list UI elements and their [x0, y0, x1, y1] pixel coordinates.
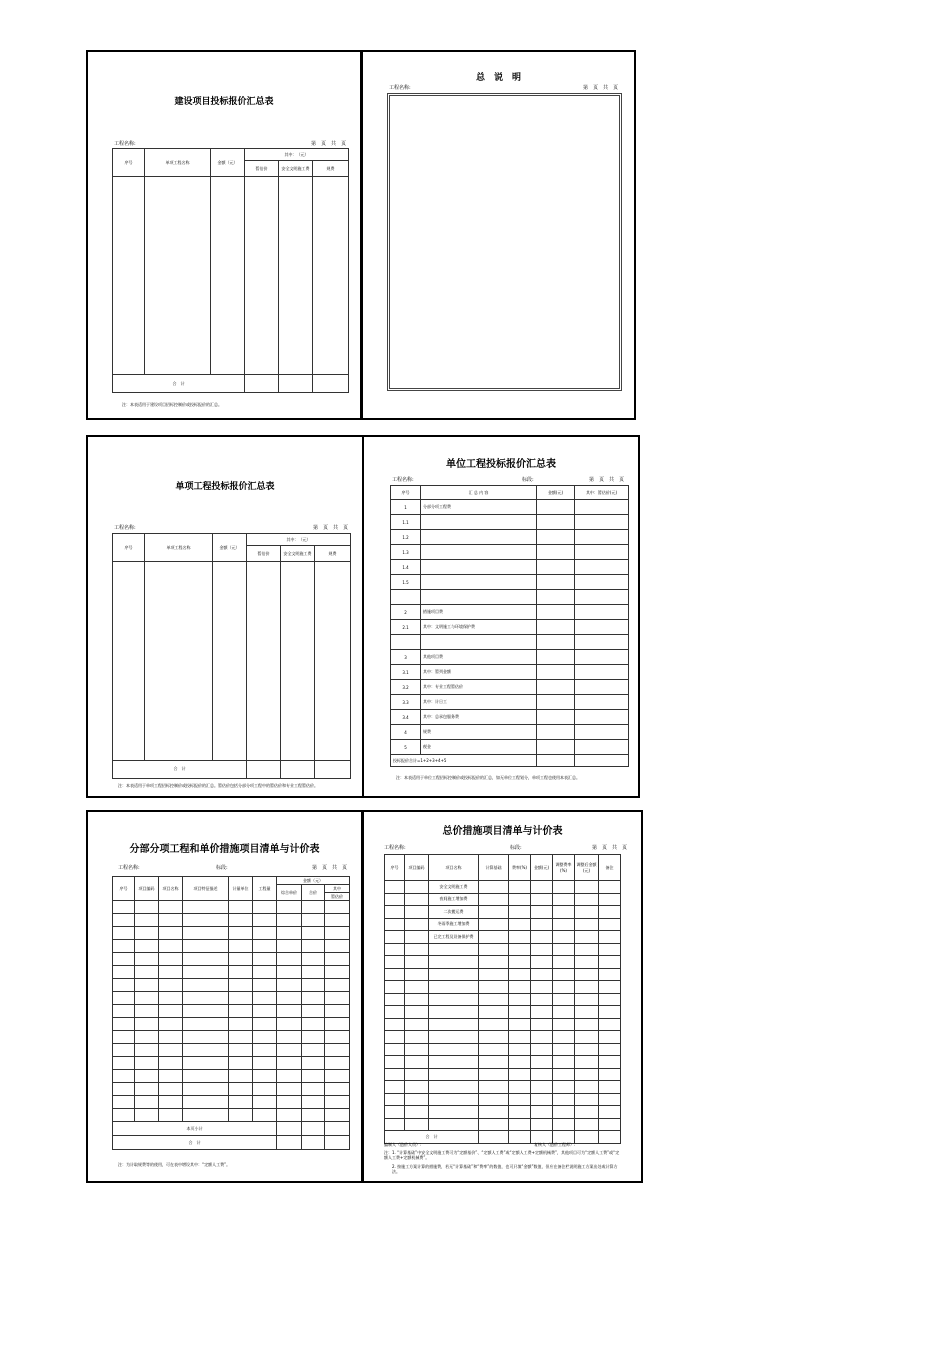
- row-seq: 3: [391, 650, 421, 665]
- table-row: [391, 620, 629, 635]
- table-row: [385, 1018, 621, 1031]
- panel-lump-sum-measures: [362, 810, 643, 1183]
- table-row: [391, 650, 629, 665]
- table-row: [385, 1031, 621, 1044]
- page-title: 分部分项工程和单价措施项目清单与计价表: [129, 844, 320, 855]
- table-row: [385, 931, 621, 944]
- table-row: [391, 545, 629, 560]
- row-seq: 3.3: [391, 695, 421, 710]
- row-content: 其他项目费: [421, 650, 537, 665]
- page-label: 第 页 共 页: [312, 525, 348, 531]
- page-label: 第 页 共 页: [311, 865, 347, 871]
- table-row: [385, 918, 621, 931]
- project-name-label: 工程名称:: [114, 141, 136, 147]
- section-label: 标段:: [522, 477, 534, 483]
- row-seq: 2: [391, 605, 421, 620]
- col-provisional: 暂估价: [245, 161, 279, 177]
- table-row: [385, 1118, 621, 1131]
- table-row: [391, 710, 629, 725]
- note-2: 2. 按施工方案计算的措施费，若无“计算基础”和“费率”的数值，也可只填“金额”数值，但应在备注栏说明施工方案出处或计算方法。: [392, 1164, 618, 1174]
- table-row: [385, 943, 621, 956]
- table-row: [113, 1018, 350, 1031]
- col-seq: 序号: [385, 855, 405, 881]
- project-name-label: 工程名称:: [389, 85, 411, 91]
- table-row: [113, 1005, 350, 1018]
- page-title: 总 说 明: [475, 73, 521, 83]
- total-label: 投标报价合计=1+2+3+4+5: [391, 755, 537, 767]
- table-row: [385, 968, 621, 981]
- table-row: [385, 1068, 621, 1081]
- page-title: 总价措施项目清单与计价表: [442, 826, 563, 837]
- table-row: [385, 893, 621, 906]
- row-seq: [391, 590, 421, 605]
- row-seq: 1.3: [391, 545, 421, 560]
- row-content: [421, 590, 537, 605]
- col-seq: 序号: [113, 149, 145, 177]
- row-content: [421, 560, 537, 575]
- col-of-which: 其中：（元）: [245, 149, 349, 161]
- table-row: [113, 1096, 350, 1109]
- table-row: [113, 927, 350, 940]
- row-seq: 1: [391, 500, 421, 515]
- table-row: [385, 956, 621, 969]
- row-content: [421, 515, 537, 530]
- col-unit-price: 综合单价: [277, 885, 302, 901]
- row-content: 其中：暂列金额: [421, 665, 537, 680]
- table-row: [391, 500, 629, 515]
- table-note: 注：本表适用于单位工程招标控制价或投标报价的汇总，如无单位工程划分，单项工程也使用本表汇总。: [396, 775, 580, 780]
- row-content: 分部分项工程费: [421, 500, 537, 515]
- project-name-label: 工程名称:: [392, 477, 414, 483]
- row-content: 措施项目费: [421, 605, 537, 620]
- panel-single-project-summary: [86, 435, 364, 798]
- col-name: 单项工程名称: [145, 534, 213, 562]
- table-row: [391, 605, 629, 620]
- row-seq: 5: [391, 740, 421, 755]
- col-amount: 金额(元): [537, 486, 575, 500]
- item-name: 夜间施工增加费: [429, 893, 479, 906]
- row-content: [421, 545, 537, 560]
- table-row: [113, 914, 350, 927]
- table-row: [113, 901, 350, 914]
- section-label: 标段:: [510, 845, 522, 851]
- row-seq: 1.5: [391, 575, 421, 590]
- page-title: 单位工程投标报价汇总表: [446, 459, 556, 470]
- col-of-which: 其中：（元）: [247, 534, 351, 546]
- col-name: 单项工程名称: [145, 149, 211, 177]
- total-label: 合 计: [385, 1131, 479, 1144]
- table-row: [113, 966, 350, 979]
- project-name-label: 工程名称:: [118, 865, 140, 871]
- table-row: [113, 979, 350, 992]
- col-basis: 计算基础: [479, 855, 509, 881]
- table-row: [113, 1083, 350, 1096]
- row-seq: 1.4: [391, 560, 421, 575]
- total-label: 合 计: [113, 1136, 277, 1150]
- row-seq: 3.2: [391, 680, 421, 695]
- row-seq: 3.4: [391, 710, 421, 725]
- table-row: [391, 680, 629, 695]
- table-row: [113, 1070, 350, 1083]
- page-title: 单项工程投标报价汇总表: [175, 482, 275, 492]
- col-remark: 备注: [599, 855, 621, 881]
- table-row: [391, 740, 629, 755]
- table-row: [385, 881, 621, 894]
- table-row: [385, 1093, 621, 1106]
- table-row: [113, 1109, 350, 1122]
- col-seq: 序号: [113, 534, 145, 562]
- col-safety: 安全文明施工费: [279, 161, 313, 177]
- item-name: 二次搬运费: [429, 906, 479, 919]
- unit-summary-table: [390, 485, 629, 767]
- preparer-label: 编制人（造价人员）:: [384, 1142, 422, 1147]
- row-seq: 1.2: [391, 530, 421, 545]
- table-row: [113, 992, 350, 1005]
- col-qty: 工程量: [253, 877, 277, 901]
- panel-unit-project-summary: [362, 435, 640, 798]
- col-rate: 费率(%): [509, 855, 531, 881]
- row-content: 税金: [421, 740, 537, 755]
- panel-general-description: [361, 50, 636, 420]
- col-code: 项目编码: [135, 877, 159, 901]
- item-name: 安全文明施工费: [429, 881, 479, 894]
- row-content: [421, 575, 537, 590]
- col-name: 项目名称: [159, 877, 183, 901]
- table-row: [391, 590, 629, 605]
- col-provisional: 暂估价: [247, 546, 281, 562]
- col-amount: 金额（元）: [213, 534, 247, 562]
- row-content: [421, 530, 537, 545]
- section-label: 标段:: [216, 865, 228, 871]
- item-name: 已完工程及设备保护费: [429, 931, 479, 944]
- table-row: [391, 515, 629, 530]
- panel-itemized-bill: [86, 810, 363, 1183]
- table-row: [385, 1043, 621, 1056]
- page-label: 第 页 共 页: [591, 845, 627, 851]
- table-note: 注：为计取规费等的使用，可在表中增设其中：“定额人工费”。: [118, 1162, 231, 1167]
- table-row: [113, 1057, 350, 1070]
- row-content: 其中：专业工程暂估价: [421, 680, 537, 695]
- table-row: [385, 906, 621, 919]
- description-box: [387, 93, 622, 391]
- col-fees: 规费: [313, 161, 349, 177]
- reviewer-label: 复核人（造价工程师）:: [534, 1142, 576, 1147]
- col-code: 项目编码: [405, 855, 429, 881]
- row-content: 其中：总承包服务费: [421, 710, 537, 725]
- subtotal-label: 本页小计: [113, 1122, 277, 1136]
- table-row: [113, 940, 350, 953]
- item-name: 冬雨季施工增加费: [429, 918, 479, 931]
- table-row: [113, 1044, 350, 1057]
- table-row: [385, 993, 621, 1006]
- col-safety: 安全文明施工费: [281, 546, 315, 562]
- table-row: [385, 1081, 621, 1094]
- row-content: 规费: [421, 725, 537, 740]
- col-provisional: 其中：暂估价(元): [575, 486, 629, 500]
- col-adj-rate: 调整费率(%): [553, 855, 575, 881]
- table-row: [385, 1106, 621, 1119]
- table-row: [113, 953, 350, 966]
- col-of-which: 其中: [325, 885, 350, 893]
- project-name-label: 工程名称:: [114, 525, 136, 531]
- page-label: 第 页 共 页: [588, 477, 624, 483]
- table-row: [391, 725, 629, 740]
- table-note: 注：本表适用于建设项目招标控制价或投标报价的汇总。: [122, 402, 222, 407]
- page-title: 建设项目投标报价汇总表: [174, 97, 274, 107]
- col-unit: 计量单位: [229, 877, 253, 901]
- page-label: 第 页 共 页: [582, 85, 618, 91]
- note-1: 注：1. “计算基础”中安全文明施工费可为“定额基价”、“定额人工费”或“定额人工费+定额机械费”，其他项目可为“定额人工费”或“定额人工费+定额机械费”。: [384, 1150, 620, 1160]
- col-adj-amount: 调整后金额(元): [575, 855, 599, 881]
- row-seq: [391, 635, 421, 650]
- row-content: 其中：文明施工与环境保护费: [421, 620, 537, 635]
- table-row: [385, 1056, 621, 1069]
- total-label: 合 计: [113, 760, 247, 778]
- col-seq: 序号: [391, 486, 421, 500]
- table-row: [385, 981, 621, 994]
- col-amount: 金额（元）: [277, 877, 350, 885]
- row-seq: 1.1: [391, 515, 421, 530]
- summary-table: [112, 533, 351, 779]
- page-label: 第 页 共 页: [310, 141, 346, 147]
- row-seq: 2.1: [391, 620, 421, 635]
- col-desc: 项目特征描述: [183, 877, 229, 901]
- total-label: 合 计: [113, 375, 245, 393]
- itemized-table: [112, 876, 350, 1150]
- table-row: [391, 560, 629, 575]
- table-row: [391, 635, 629, 650]
- summary-table: [112, 148, 349, 393]
- row-content: [421, 635, 537, 650]
- project-name-label: 工程名称:: [384, 845, 406, 851]
- table-row: [113, 1031, 350, 1044]
- col-amount: 金额(元): [531, 855, 553, 881]
- col-seq: 序号: [113, 877, 135, 901]
- table-row: [391, 575, 629, 590]
- col-content: 汇 总 内 容: [421, 486, 537, 500]
- col-provisional: 暂估价: [325, 893, 350, 901]
- row-seq: 4: [391, 725, 421, 740]
- row-seq: 3.1: [391, 665, 421, 680]
- panel-project-summary: [86, 50, 362, 420]
- col-total-price: 合价: [302, 885, 325, 901]
- col-amount: 金额（元）: [211, 149, 245, 177]
- table-row: [391, 695, 629, 710]
- table-row: [385, 1006, 621, 1019]
- table-row: [391, 665, 629, 680]
- table-row: [391, 530, 629, 545]
- col-name: 项目名称: [429, 855, 479, 881]
- table-note: 注：本表适用于单项工程招标控制价或投标报价的汇总。暂估价包括分部分项工程中的暂估价和专业工程暂估价。: [118, 783, 318, 788]
- lump-sum-table: [384, 854, 621, 1144]
- row-content: 其中：计日工: [421, 695, 537, 710]
- col-fees: 规费: [315, 546, 351, 562]
